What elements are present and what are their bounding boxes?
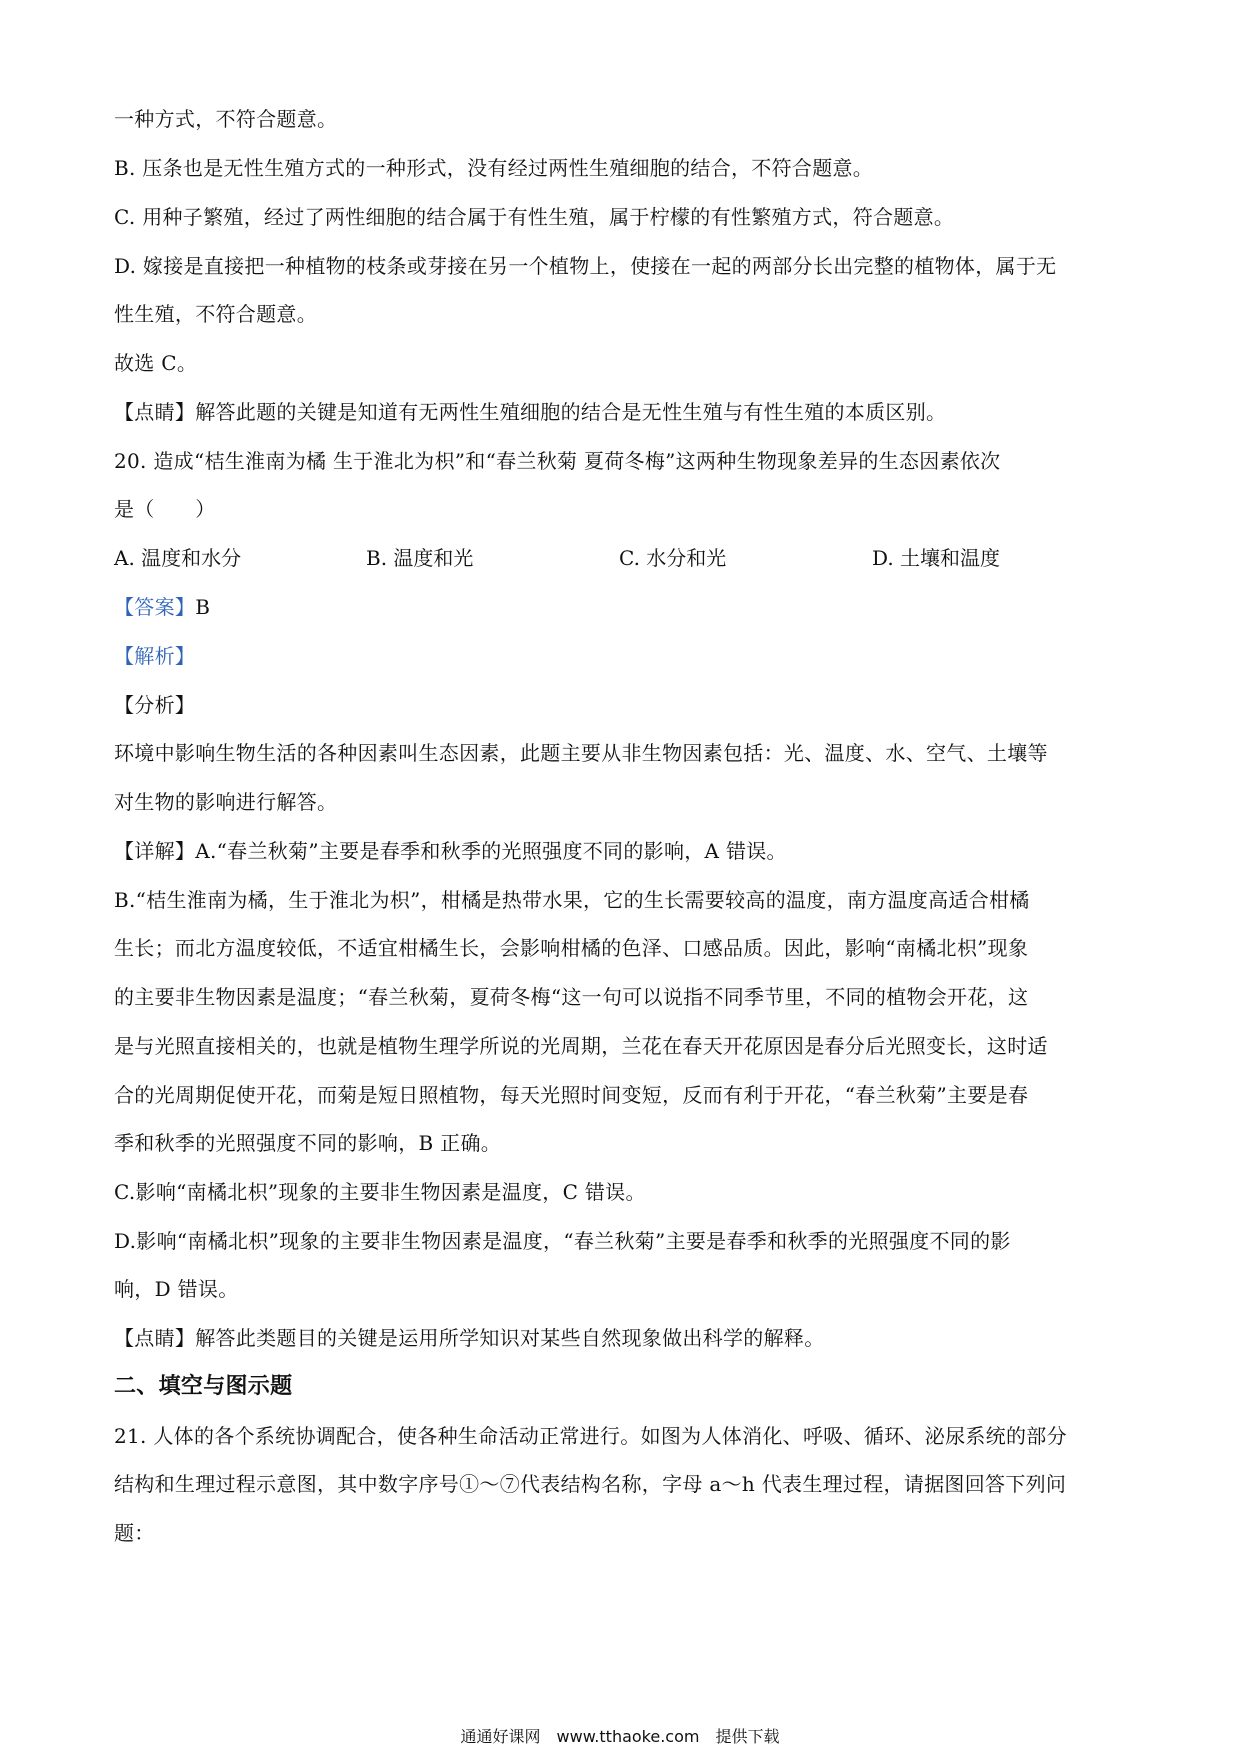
page-footer: 通通好课网 www.tthaoke.com 提供下载 — [460, 1727, 780, 1746]
text-line: 【点睛】解答此题的关键是知道有无两性生殖细胞的结合是无性生殖与有性生殖的本质区别。 — [114, 400, 947, 424]
text-line: 题： — [114, 1521, 155, 1545]
option-b: B. 温度和光 — [366, 546, 474, 570]
text-line: 【点睛】解答此类题目的关键是运用所学知识对某些自然现象做出科学的解释。 — [114, 1326, 825, 1350]
text-line: 生长；而北方温度较低，不适宜柑橘生长，会影响柑橘的色泽、口感品质。因此，影响“南橘北枳”现象 — [114, 936, 1029, 960]
option-c: C. 水分和光 — [619, 546, 727, 570]
text-line: 故选 C。 — [114, 351, 198, 375]
text-line: 的主要非生物因素是温度；“春兰秋菊，夏荷冬梅“这一句可以说指不同季节里，不同的植物会开花，这 — [114, 985, 1029, 1009]
answer-line — [114, 594, 1134, 620]
text-line: 一种方式，不符合题意。 — [114, 107, 338, 131]
answer-label: 【答案】 — [114, 595, 196, 619]
text-line: B. 压条也是无性生殖方式的一种形式，没有经过两性生殖细胞的结合，不符合题意。 — [114, 156, 874, 180]
text-line: 是与光照直接相关的，也就是植物生理学所说的光周期，兰花在春天开花原因是春分后光照变长，这时适 — [114, 1034, 1048, 1058]
text-line: 【详解】A.“春兰秋菊”主要是春季和秋季的光照强度不同的影响，A 错误。 — [114, 839, 787, 863]
text-line: 结构和生理过程示意图，其中数字序号①～⑦代表结构名称，字母 a～h 代表生理过程，请据图回答下列问 — [114, 1472, 1067, 1496]
section-heading: 二、填空与图示题 — [114, 1374, 293, 1399]
text-line: 对生物的影响进行解答。 — [114, 790, 338, 814]
text-line: 季和秋季的光照强度不同的影响，B 正确。 — [114, 1131, 502, 1155]
answer-value: B — [195, 595, 211, 619]
text-line: C. 用种子繁殖，经过了两性细胞的结合属于有性生殖，属于柠檬的有性繁殖方式，符合题意。 — [114, 205, 955, 229]
question-21-stem: 21. 人体的各个系统协调配合，使各种生命活动正常进行。如图为人体消化、呼吸、循环、泌尿系统的部分 — [114, 1424, 1067, 1448]
text-line: 性生殖，不符合题意。 — [114, 302, 317, 326]
fenxi-label: 【分析】 — [114, 693, 196, 717]
text-line: D. 嫁接是直接把一种植物的枝条或芽接在另一个植物上，使接在一起的两部分长出完整的植物体，属于无 — [114, 254, 1057, 278]
text-line: 合的光周期促使开花，而菊是短日照植物，每天光照时间变短，反而有利于开花，“春兰秋菊”主要是春 — [114, 1083, 1029, 1107]
option-a: A. 温度和水分 — [114, 546, 242, 570]
question-20-stem: 20. 造成“桔生淮南为橘 生于淮北为枳”和“春兰秋菊 夏荷冬梅”这两种生物现象差异的生态因素依次 — [114, 449, 1001, 473]
question-20-stem-end: 是（ ） — [114, 497, 216, 521]
text-line: 响，D 错误。 — [114, 1277, 239, 1301]
text-line: C.影响“南橘北枳”现象的主要非生物因素是温度，C 错误。 — [114, 1180, 646, 1204]
text-line: D.影响“南橘北枳”现象的主要非生物因素是温度，“春兰秋菊”主要是春季和秋季的光照强度不同的影 — [114, 1229, 1011, 1253]
text-line: 环境中影响生物生活的各种因素叫生态因素，此题主要从非生物因素包括：光、温度、水、空气、土壤等 — [114, 741, 1048, 765]
option-d: D. 土壤和温度 — [872, 546, 1001, 570]
text-line: B.“桔生淮南为橘，生于淮北为枳”，柑橘是热带水果，它的生长需要较高的温度，南方温度高适合柑橘 — [114, 888, 1030, 912]
question-20-options — [114, 545, 1134, 573]
analysis-label: 【解析】 — [114, 644, 196, 668]
